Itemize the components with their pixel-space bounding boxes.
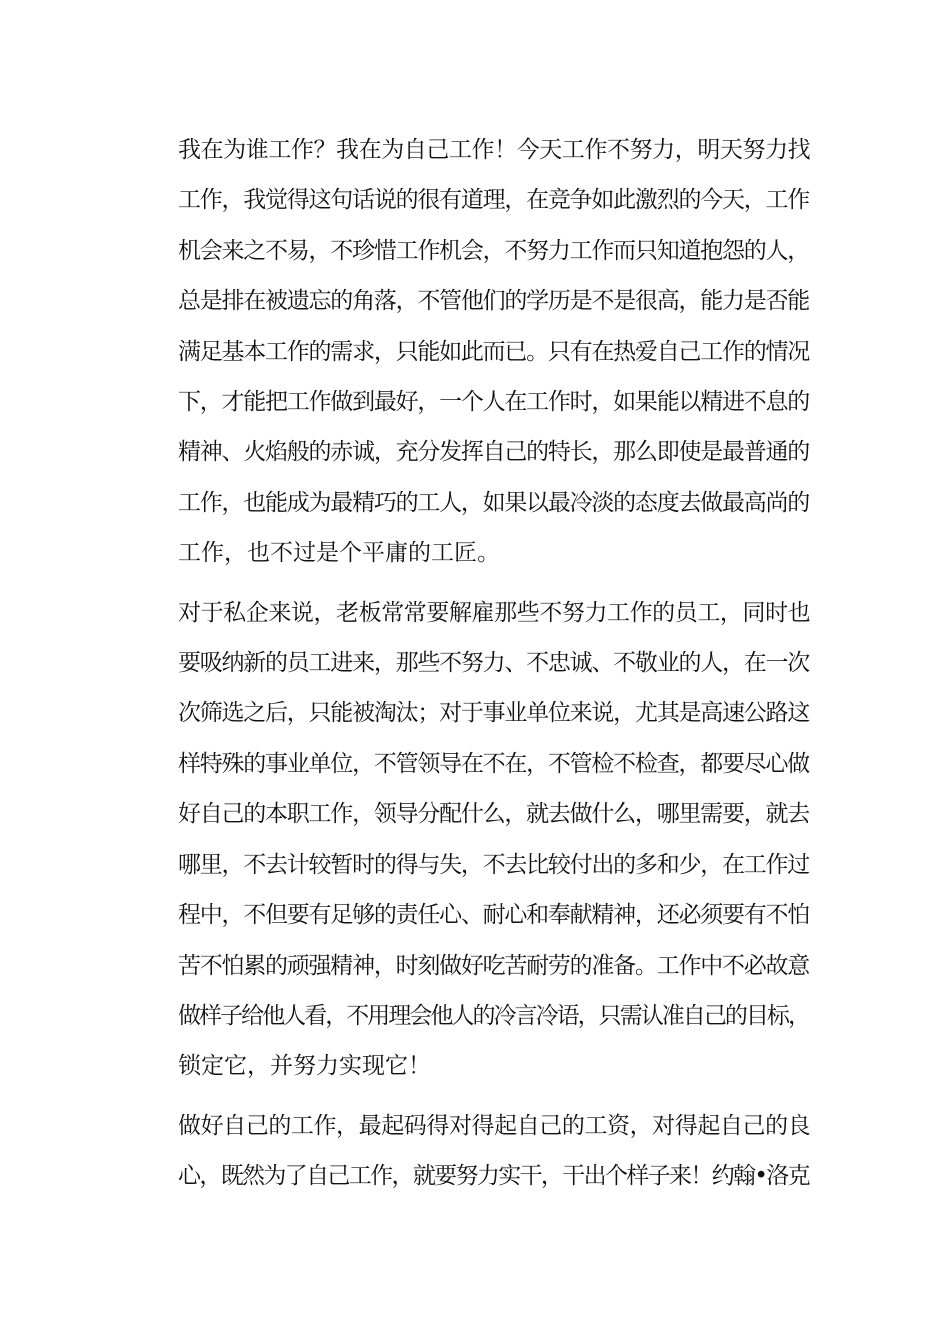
text-line: 程中，不但要有足够的责任心、耐心和奉献精神，还必须要有不怕 — [178, 902, 809, 929]
text-line: 满足基本工作的需求，只能如此而已。只有在热爱自己工作的情况 — [178, 338, 809, 365]
document-body — [144, 125, 809, 1211]
text-line: 次筛选之后，只能被淘汰；对于事业单位来说，尤其是高速公路这 — [178, 700, 809, 727]
text-line: 精神、火焰般的赤诚，充分发挥自己的特长，那么即使是最普通的 — [178, 439, 809, 466]
text-line: 好自己的本职工作，领导分配什么，就去做什么，哪里需要，就去 — [178, 801, 809, 828]
text-line: 下，才能把工作做到最好，一个人在工作时，如果能以精进不息的 — [178, 389, 809, 416]
text-line: 我在为谁工作？我在为自己工作！今天工作不努力，明天努力找 — [178, 137, 809, 163]
paragraph-1 — [144, 125, 809, 579]
text-line: 对于私企来说，老板常常要解雇那些不努力工作的员工，同时也 — [178, 599, 809, 626]
text-line: 做好自己的工作，最起码得对得起自己的工资，对得起自己的良 — [178, 1112, 809, 1139]
text-line: 机会来之不易，不珍惜工作机会，不努力工作而只知道抱怨的人， — [178, 237, 809, 264]
text-line: 工作，我觉得这句话说的很有道理，在竞争如此激烈的今天，工作 — [178, 187, 809, 214]
text-line: 哪里，不去计较暂时的得与失，不去比较付出的多和少，在工作过 — [178, 851, 809, 878]
text-line: 工作，也不过是个平庸的工匠。 — [178, 540, 500, 567]
text-line: 工作，也能成为最精巧的工人，如果以最冷淡的态度去做最高尚的 — [178, 489, 809, 516]
text-line: 做样子给他人看，不用理会他人的冷言冷语，只需认准自己的目标， — [178, 1002, 810, 1029]
paragraph-3 — [144, 1101, 809, 1202]
text-line: 锁定它，并努力实现它！ — [178, 1053, 431, 1080]
paragraph-2 — [144, 588, 809, 1092]
text-line: 要吸纳新的员工进来，那些不努力、不忠诚、不敬业的人，在一次 — [178, 650, 809, 677]
text-line: 总是排在被遗忘的角落，不管他们的学历是不是很高，能力是否能 — [178, 288, 809, 315]
text-line: 样特殊的事业单位，不管领导在不在，不管检不检查，都要尽心做 — [178, 750, 809, 777]
text-line: 苦不怕累的顽强精神，时刻做好吃苦耐劳的准备。工作中不必故意 — [178, 952, 809, 979]
text-line: 心，既然为了自己工作，就要努力实干，干出个样子来！约翰•洛克 — [178, 1163, 809, 1190]
